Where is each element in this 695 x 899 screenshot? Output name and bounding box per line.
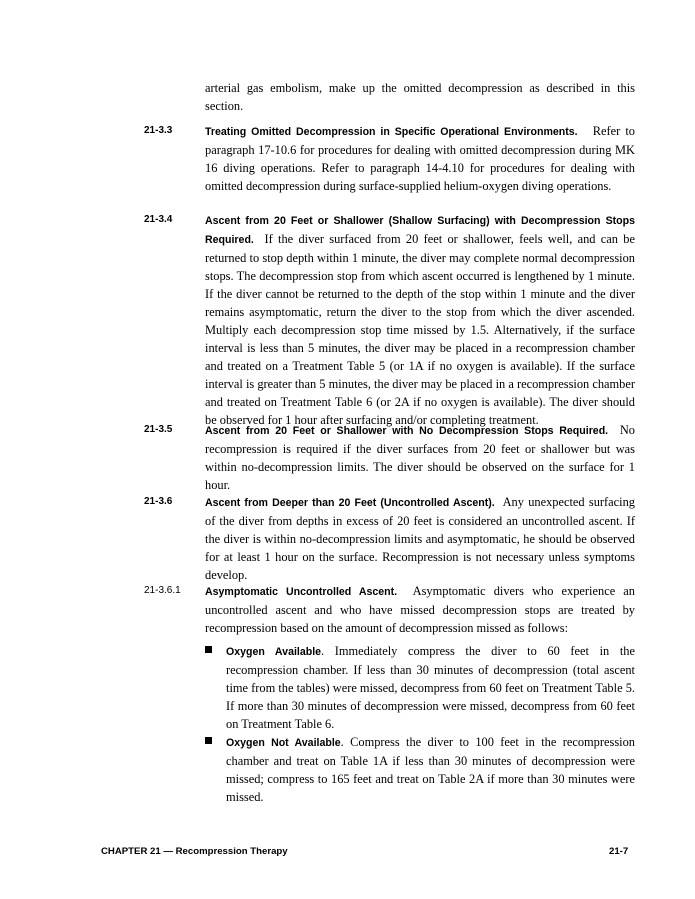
- section-body: Refer to paragraph 17-10.6 for procedures for dealing with omitted decompression during MK 16 diving operations. Refer to paragraph 14-4.10 for procedures for dealing with omitted decompression during surface-supplied helium-oxygen diving operations.: [205, 124, 635, 193]
- footer-chapter-title: CHAPTER 21 — Recompression Therapy: [101, 846, 288, 857]
- section-number: 21-3.3: [144, 125, 173, 136]
- section-body: Any unexpected surfacing of the diver from depths in excess of 20 feet is considered an uncontrolled ascent. If the diver is within no-decompression limits and asymptomatic, he should be observed for at least 1 hour on the surface. Recompression is not necessary unless symptoms develop.: [205, 495, 635, 582]
- section-heading: Ascent from 20 Feet or Shallower with No Decompression Stops Required.: [205, 425, 609, 437]
- section-paragraph: [205, 211, 635, 429]
- bullet-heading: Oxygen Available: [226, 646, 322, 658]
- bullet-paragraph: [226, 642, 635, 733]
- bullet-body: . Compress the diver to 100 feet in the recompression chamber and treat on Table 1A if less than 30 minutes of decompression were missed; compress to 165 feet and treat on Table 2A if more than 30 minutes were missed.: [226, 735, 635, 804]
- section-body: No recompression is required if the diver surfaces from 20 feet or shallower but was within no-decompression limits. The diver should be observed on the surface for 1 hour.: [205, 423, 635, 492]
- section-paragraph: [205, 421, 635, 494]
- section-paragraph: [205, 493, 635, 584]
- square-bullet-icon: [205, 737, 212, 744]
- section-number: 21-3.6.1: [144, 585, 181, 596]
- section-paragraph: [205, 122, 635, 195]
- intro-text: arterial gas embolism, make up the omitted decompression as described in this section.: [205, 81, 635, 113]
- bullet-body: . Immediately compress the diver to 60 feet in the recompression chamber. If less than 30 minutes of decompression (total ascent time from the tables) were missed, decompress from 60 feet on Treatment Table 5. If more than 30 minutes of decompression were missed, decompress from 60 feet on Treatment Table 6.: [226, 644, 635, 731]
- section-heading: Asymptomatic Uncontrolled Ascent.: [205, 586, 398, 598]
- section-number: 21-3.4: [144, 214, 173, 225]
- square-bullet-icon: [205, 646, 212, 653]
- section-body: If the diver surfaced from 20 feet or shallower, feels well, and can be returned to stop depth within 1 minute, the diver may complete normal decompression stops. The decompression stop from which ascent occurred is lengthened by 1 minute. If the diver cannot be returned to the depth of the stop within 1 minute and the diver remains asymptomatic, return the diver to the stop from which the diver ascended. Multiply each decompression stop time missed by 1.5. Alternatively, if the surface interval is less than 5 minutes, the diver may be placed in a recompression chamber and treated on a Treatment Table 5 (or 1A if no oxygen is available). If the surface interval is greater than 5 minutes, the diver may be placed in a recompression chamber and treated on Treatment Table 6 (or 2A if no oxygen is available). The diver should be observed for 1 hour after surfacing and/or completing treatment.: [205, 232, 635, 427]
- section-number: 21-3.6: [144, 496, 173, 507]
- section-heading: Treating Omitted Decompression in Specific Operational Environments.: [205, 126, 578, 138]
- section-paragraph: [205, 582, 635, 637]
- bullet-paragraph: [226, 733, 635, 806]
- footer-page-number: 21-7: [609, 846, 629, 857]
- section-heading: Ascent from 20 Feet or Shallower (Shallow Surfacing) with Decompression Stops Required.: [205, 215, 635, 246]
- section-number: 21-3.5: [144, 424, 173, 435]
- section-body: Asymptomatic divers who experience an uncontrolled ascent and who have missed decompression stops are treated by recompression based on the amount of decompression missed as follows:: [205, 584, 635, 635]
- section-heading: Ascent from Deeper than 20 Feet (Uncontrolled Ascent).: [205, 497, 495, 509]
- bullet-heading: Oxygen Not Available: [226, 737, 341, 749]
